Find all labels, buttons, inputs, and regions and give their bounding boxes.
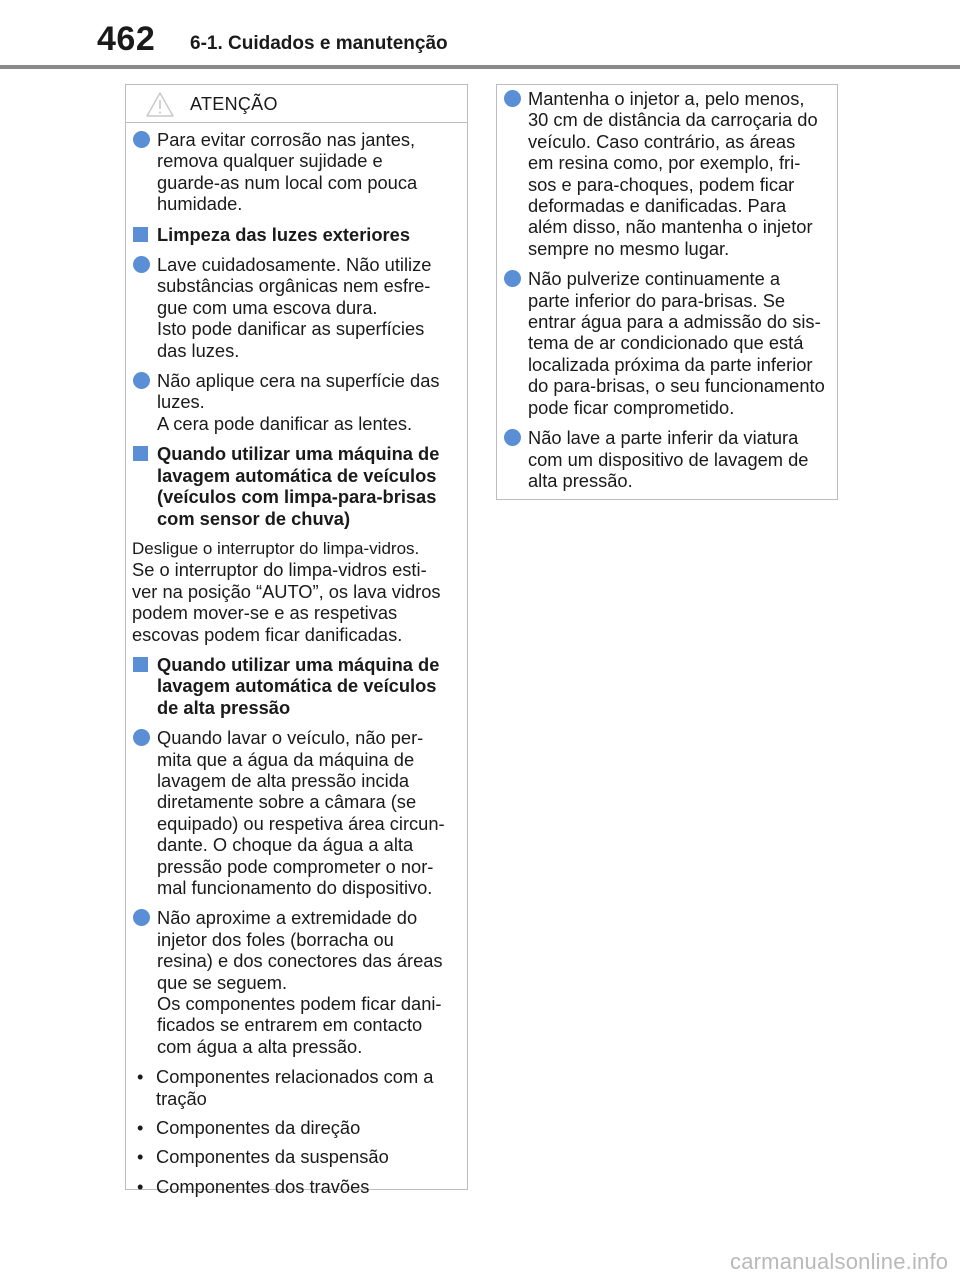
square-bullet-icon: [133, 657, 148, 672]
list-item: Não pulverize continuamente a parte inferior do para-brisas. Se entrar água para a admissão do sis- tema de ar condicionado que está localizada próxima da parte inferior do para-brisas, o seu funcionamento pode ficar comprometido.: [503, 268, 829, 418]
circle-bullet-icon: [504, 429, 521, 446]
paragraph: Desligue o interruptor do limpa-vidros. Se o interruptor do limpa-vidros esti- ver na posição “AUTO”, os lava vidros podem mover-se e as respetivas escovas podem ficar danificadas.: [132, 538, 441, 645]
list-item: Não lave a parte inferir da viatura com um dispositivo de lavagem de alta pressão.: [503, 427, 829, 491]
warning-content-left: [126, 123, 467, 1197]
page-header: [0, 0, 960, 72]
square-bullet-icon: [133, 446, 148, 461]
circle-bullet-icon: [133, 372, 150, 389]
component-list-item: • Componentes dos travões: [137, 1175, 370, 1197]
circle-bullet-icon: [133, 256, 150, 273]
list-item: Quando lavar o veículo, não per- mita que a água da máquina de lavagem de alta pressão incida diretamente sobre a câmara (se equipado) ou respetiva área circun- dante. O choque da água a alta pressão pode comprometer o nor- mal funcionamento do dispositivo.: [132, 727, 459, 898]
dot-bullet-icon: •: [137, 1066, 144, 1088]
warning-title: ATENÇÃO: [190, 94, 278, 114]
component-list-item: • Componentes da suspensão: [137, 1146, 389, 1168]
warning-content-right: [497, 85, 837, 491]
subsection-heading: Limpeza das luzes exteriores: [132, 224, 459, 245]
warning-box-right: [496, 84, 838, 500]
list-item: Não aplique cera na superfície das luzes. A cera pode danificar as lentes.: [132, 370, 459, 434]
header-rule: [0, 65, 960, 69]
circle-bullet-icon: [133, 909, 150, 926]
page-number: 462: [97, 20, 156, 58]
watermark-text: carmanualsonline.info: [730, 1249, 949, 1274]
list-item: Lave cuidadosamente. Não utilize substâncias orgânicas nem esfre- gue com uma escova dura. Isto pode danificar as superfícies das luzes.: [132, 254, 459, 361]
circle-bullet-icon: [133, 729, 150, 746]
dot-bullet-icon: •: [137, 1146, 144, 1168]
warning-header: [126, 85, 467, 123]
square-bullet-icon: [133, 227, 148, 242]
dot-bullet-icon: •: [137, 1175, 144, 1197]
warning-box-left: [125, 84, 468, 1197]
list-item: Não aproxime a extremidade do injetor dos foles (borracha ou resina) e dos conectores das áreas que se seguem. Os componentes podem ficar dani- ficados se entrarem em contacto com água a alta pressão.: [132, 907, 459, 1057]
warning-triangle-icon: [145, 91, 175, 118]
subsection-heading: Quando utilizar uma máquina de lavagem automática de veículos de alta pressão: [132, 654, 459, 718]
section-title: 6-1. Cuidados e manutenção: [190, 33, 448, 54]
circle-bullet-icon: [504, 90, 521, 107]
component-list-item: • Componentes relacionados com a tração: [137, 1066, 434, 1109]
circle-bullet-icon: [504, 270, 521, 287]
list-item: Para evitar corrosão nas jantes, remova qualquer sujidade e guarde-as num local com pouca humidade.: [132, 129, 459, 215]
list-item: Mantenha o injetor a, pelo menos, 30 cm de distância da carroçaria do veículo. Caso contrário, as áreas em resina como, por exemplo, fri- sos e para-choques, podem ficar deformadas e danificadas. Para além disso, não mantenha o injetor sempre no mesmo lugar.: [503, 88, 829, 259]
component-list-item: • Componentes da direção: [137, 1117, 361, 1139]
dot-bullet-icon: •: [137, 1117, 144, 1139]
subsection-heading: Quando utilizar uma máquina de lavagem automática de veículos (veículos com limpa-para-brisas com sensor de chuva): [132, 443, 459, 529]
circle-bullet-icon: [133, 131, 150, 148]
